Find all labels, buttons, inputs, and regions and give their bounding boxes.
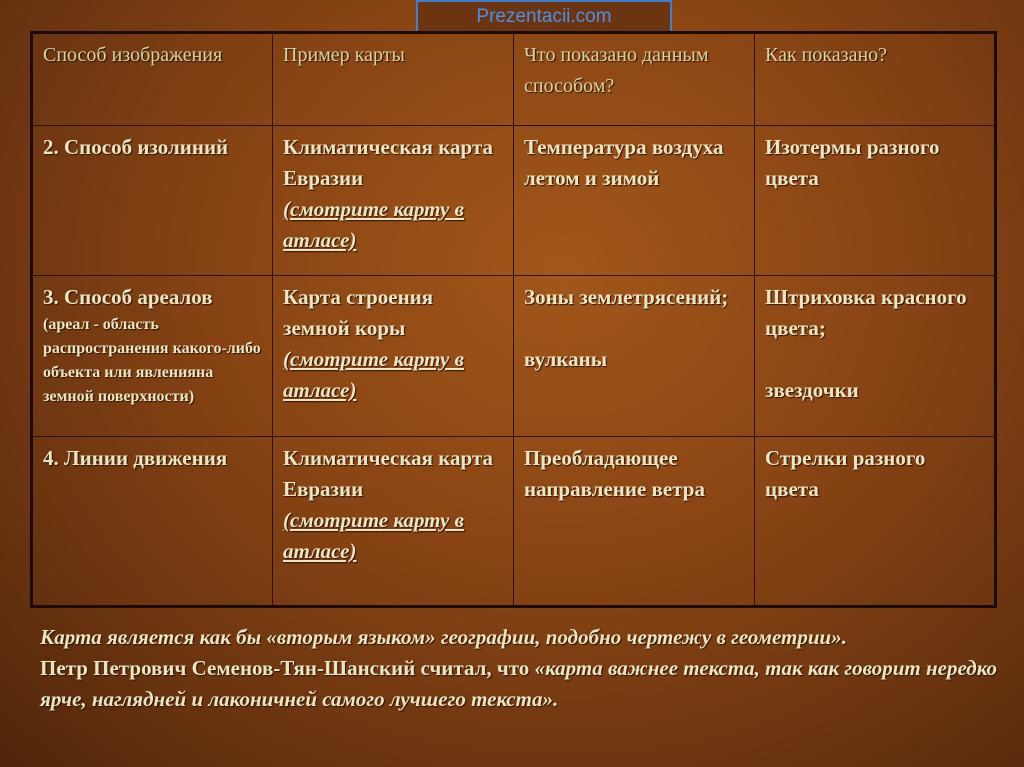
watermark-logo: Prezentacii.com xyxy=(416,0,672,34)
method-text: 2. Способ изолиний xyxy=(43,135,229,159)
what-text: Температура воздуха летом и зимой xyxy=(524,135,724,190)
atlas-link[interactable]: (смотрите карту в атласе) xyxy=(283,508,464,563)
table-row xyxy=(32,126,996,276)
what-extra: вулканы xyxy=(524,347,608,371)
table-row xyxy=(32,437,996,607)
how-cell xyxy=(755,126,996,276)
what-text: Преобладающее направление ветра xyxy=(524,446,705,501)
example-text: Климатическая карта Евразии xyxy=(283,135,494,190)
what-text: Зоны землетрясений; xyxy=(524,285,729,309)
what-cell xyxy=(514,276,755,437)
how-cell xyxy=(755,437,996,607)
example-text: Климатическая карта Евразии xyxy=(283,446,494,501)
header-method: Способ изображения xyxy=(32,33,273,126)
header-what: Что показано данным способом? xyxy=(514,33,755,126)
example-cell xyxy=(273,276,514,437)
example-text: Карта строения земной коры xyxy=(283,285,434,340)
how-text: Стрелки разного цвета xyxy=(765,446,926,501)
table-row xyxy=(32,276,996,437)
method-cell xyxy=(32,437,273,607)
method-note: (ареал - область распространения какого-либо объекта или явленияна земной поверхности) xyxy=(43,316,261,405)
method-cell xyxy=(32,126,273,276)
example-cell xyxy=(273,126,514,276)
header-example: Пример карты xyxy=(273,33,514,126)
footer-quote-block xyxy=(40,622,1000,715)
method-text: 3. Способ ареалов xyxy=(43,285,213,309)
method-cell xyxy=(32,276,273,437)
header-how: Как показано? xyxy=(755,33,996,126)
map-methods-table xyxy=(30,31,997,608)
geography-quote: Карта является как бы «вторым языком» географии, подобно чертежу в геометрии». xyxy=(40,625,847,649)
semenov-author: Петр Петрович Семенов-Тян-Шанский считал, что xyxy=(40,656,535,680)
what-cell xyxy=(514,126,755,276)
atlas-link[interactable]: (смотрите карту в атласе) xyxy=(283,347,464,402)
how-extra: звездочки xyxy=(765,378,859,402)
semenov-quote-text: «карта важнее текста, так как говорит нередко ярче, наглядней и лаконичней самого лучшего текста». xyxy=(40,656,998,711)
method-text: 4. Линии движения xyxy=(43,446,228,470)
how-text: Штриховка красного цвета; xyxy=(765,285,967,340)
what-cell xyxy=(514,437,755,607)
example-cell xyxy=(273,437,514,607)
atlas-link[interactable]: (смотрите карту в атласе) xyxy=(283,197,464,252)
how-cell xyxy=(755,276,996,437)
semenov-quote xyxy=(40,653,1000,715)
table-header-row xyxy=(32,33,996,126)
how-text: Изотермы разного цвета xyxy=(765,135,940,190)
